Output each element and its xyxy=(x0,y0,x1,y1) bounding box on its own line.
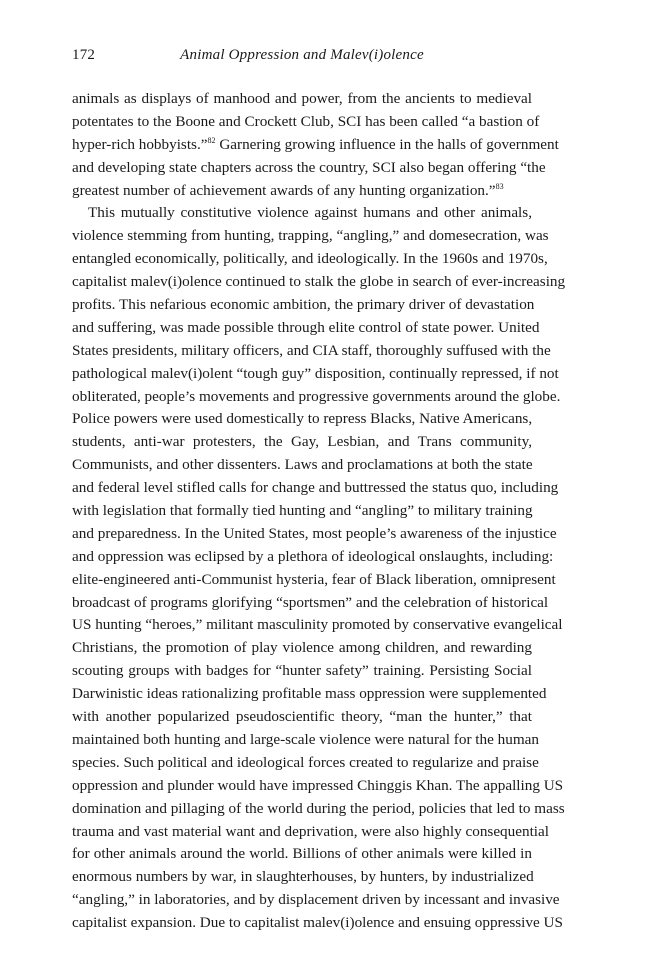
text-line: Darwinistic ideas rationalizing profitable mass oppression were supplemented xyxy=(72,685,547,703)
text-line: Police powers were used domestically to repress Blacks, Native Americans, xyxy=(72,410,533,428)
text-line: and oppression was eclipsed by a plethora of ideological onslaughts, including: xyxy=(72,547,554,565)
text-line: trauma and vast material want and deprivation, were also highly consequential xyxy=(72,822,549,840)
text-line: broadcast of programs glorifying “sportsmen” and the celebration of historical xyxy=(72,593,549,611)
text-line: species. Such political and ideological forces created to regularize and praise xyxy=(72,753,539,771)
text-line: Communists, and other dissenters. Laws and proclamations at both the state xyxy=(72,456,533,474)
text-line: This mutually constitutive violence against humans and other animals, xyxy=(88,204,532,222)
text-line: pathological malev(i)olent “tough guy” disposition, continually repressed, if not xyxy=(72,364,559,382)
page-number: 172 xyxy=(72,47,96,63)
text-line: profits. This nefarious economic ambition, the primary driver of devastation xyxy=(72,296,535,314)
text-line: for other animals around the world. Billions of other animals were killed in xyxy=(72,845,532,863)
text-line: with another popularized pseudoscientific theory, “man the hunter,” that xyxy=(72,708,532,726)
text-span: greatest number of achievement awards of any hunting organization.” xyxy=(72,181,496,199)
text-span: hyper-rich hobbyists.” xyxy=(72,135,208,153)
text-line: oppression and plunder would have impressed Chinggis Khan. The appalling US xyxy=(72,776,564,794)
text-line: scouting groups with badges for “hunter safety” training. Persisting Social xyxy=(72,662,532,680)
text-line: capitalist malev(i)olence continued to stalk the globe in search of ever-increasing xyxy=(72,273,566,291)
running-title: Animal Oppression and Malev(i)olence xyxy=(180,47,424,63)
text-line: entangled economically, politically, and ideologically. In the 1960s and 1970s, xyxy=(72,250,548,268)
text-line: and suffering, was made possible through elite control of state power. United xyxy=(72,318,540,336)
text-line: States presidents, military officers, and CIA staff, thoroughly suffused with the xyxy=(72,341,551,359)
text-line: animals as displays of manhood and power, from the ancients to medieval xyxy=(72,90,532,107)
text-line: potentates to the Boone and Crockett Club, SCI has been called “a bastion of xyxy=(72,112,540,130)
footnote-marker[interactable]: 82 xyxy=(207,135,216,145)
text-line: domination and pillaging of the world during the period, policies that led to mass xyxy=(72,799,565,817)
text-line: maintained both hunting and large-scale violence were natural for the human xyxy=(72,730,539,748)
text-line: and federal level stifled calls for change and buttressed the status quo, including xyxy=(72,479,559,497)
text-line: violence stemming from hunting, trapping, “angling,” and domesecration, was xyxy=(72,227,549,245)
text-line: US hunting “heroes,” militant masculinity promoted by conservative evangelical xyxy=(72,616,563,634)
text-line: elite-engineered anti-Communist hysteria, fear of Black liberation, omnipresent xyxy=(72,570,556,588)
text-span: Garnering growing influence in the halls of government xyxy=(215,135,559,153)
text-line: “angling,” in laboratories, and by displacement driven by incessant and invasive xyxy=(72,891,560,909)
running-head xyxy=(72,47,532,67)
text-line: Christians, the promotion of play violence among children, and rewarding xyxy=(72,639,532,657)
body-text xyxy=(72,88,566,935)
text-line: students, anti-war protesters, the Gay, Lesbian, and Trans community, xyxy=(72,433,532,451)
text-line: with legislation that formally tied hunting and “angling” to military training xyxy=(72,502,533,520)
text-line: enormous numbers by war, in slaughterhouses, by hunters, by industrialized xyxy=(72,868,534,886)
text-line: and developing state chapters across the country, SCI also began offering “the xyxy=(72,158,546,176)
text-line xyxy=(72,134,559,157)
footnote-marker[interactable]: 83 xyxy=(495,181,504,191)
text-line: capitalist expansion. Due to capitalist malev(i)olence and ensuing oppressive US xyxy=(72,914,563,932)
text-line xyxy=(72,180,532,203)
text-line: and preparedness. In the United States, most people’s awareness of the injustice xyxy=(72,524,557,542)
text-line: obliterated, people’s movements and progressive governments around the globe. xyxy=(72,387,561,405)
